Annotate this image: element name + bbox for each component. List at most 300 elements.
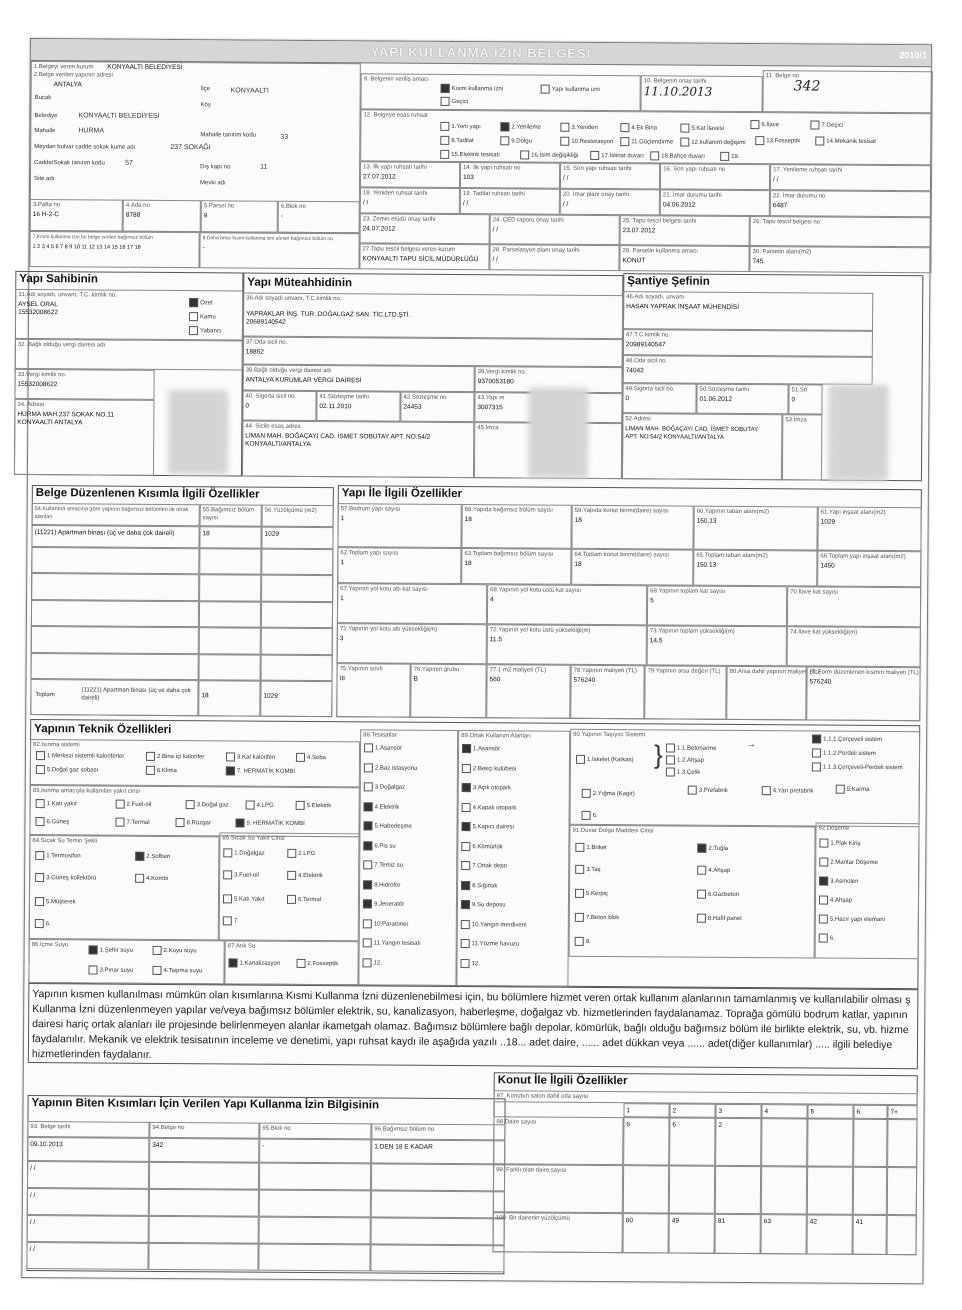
f34-value1: HURMA MAH.237 SOKAK NO.11 bbox=[17, 410, 115, 419]
f47-cell bbox=[623, 329, 873, 357]
f12-opt-18[interactable] bbox=[650, 151, 705, 161]
f88-opt-7-label: 7.Temiz su bbox=[374, 862, 403, 869]
f12-opt-2[interactable] bbox=[500, 122, 541, 132]
f90-opt-9[interactable] bbox=[688, 786, 728, 796]
ilce-value: KONYAALTI bbox=[230, 87, 269, 95]
owner-opt-yabanci-label: Yabancı bbox=[199, 328, 222, 335]
f86-opt-1[interactable] bbox=[89, 945, 133, 955]
f83-opt-3[interactable] bbox=[186, 800, 229, 810]
f62-cell bbox=[337, 547, 461, 584]
f75-cell-value: III bbox=[339, 675, 345, 683]
f83-opt-5[interactable] bbox=[296, 801, 332, 811]
f12-opt-4[interactable] bbox=[620, 123, 657, 133]
f83-opt-6-label: 6.Güneş bbox=[46, 819, 70, 826]
f23-cell-label: 23. Zemin etüdü onay tarihi bbox=[362, 216, 436, 223]
finished-empty-cell bbox=[371, 1163, 505, 1191]
f90-opt-2-label: 1.1.Betonarme bbox=[677, 745, 717, 752]
f69-cell bbox=[647, 585, 787, 626]
f89-opt-7-label: 7.Ortak depo bbox=[472, 863, 507, 870]
partial-row-area-value: 1029 bbox=[264, 530, 280, 538]
f22-cell bbox=[770, 190, 932, 217]
f64-cell bbox=[571, 549, 693, 586]
f92-opt-2-label: 2.Mantar Döşeme bbox=[830, 859, 878, 867]
f89-opt-6[interactable] bbox=[461, 842, 502, 852]
checkbox-icon bbox=[697, 866, 706, 875]
mahalle-label: Mahalle bbox=[34, 128, 56, 135]
checkbox-icon bbox=[364, 763, 373, 772]
checkbox-icon bbox=[35, 897, 44, 906]
housing-col-5 bbox=[807, 1104, 853, 1118]
partial-row-count bbox=[199, 526, 261, 548]
f86-opt-3-label: 3.Pınar suyu bbox=[99, 967, 134, 974]
f88-opt-1[interactable] bbox=[364, 743, 402, 753]
f84-opt-3[interactable] bbox=[35, 873, 96, 884]
f12-opt-11[interactable] bbox=[620, 137, 673, 147]
owner-opt-ozel[interactable] bbox=[189, 298, 212, 308]
checkbox-icon bbox=[363, 880, 372, 889]
f95-header-cell-label: 95.Blok no bbox=[262, 1125, 291, 1132]
f69-cell-value: 5 bbox=[650, 597, 654, 605]
finished-empty-cell bbox=[149, 1189, 259, 1217]
f41-label: 41.Sözleşme tarihi bbox=[319, 394, 369, 401]
f90-opt-3[interactable] bbox=[666, 755, 704, 765]
f79-cell-value bbox=[648, 677, 724, 678]
f90-opt-10[interactable] bbox=[762, 786, 814, 796]
belediye-label: Belediye bbox=[34, 113, 58, 120]
f92-opt-6[interactable] bbox=[819, 934, 835, 944]
f82-opt-1[interactable] bbox=[36, 751, 124, 762]
f67-cell bbox=[337, 583, 487, 624]
f85-opt-2[interactable] bbox=[287, 849, 315, 859]
housing-value-cell bbox=[761, 1166, 807, 1214]
checkbox-icon bbox=[441, 84, 450, 93]
checkbox-icon bbox=[363, 938, 372, 947]
finished-empty-cell bbox=[371, 1217, 505, 1245]
f25-cell-label: 25. Tapu tescil belgesi tarihi bbox=[622, 218, 697, 225]
f89-opt-11[interactable] bbox=[461, 939, 520, 949]
f12-opt-10[interactable] bbox=[560, 137, 613, 147]
f41-cell bbox=[316, 391, 400, 422]
f88-opt-8[interactable] bbox=[363, 880, 400, 890]
dis-kapi-value: 11 bbox=[260, 163, 268, 171]
checkbox-icon bbox=[575, 913, 584, 922]
checkbox-icon bbox=[226, 766, 235, 775]
f16-cell bbox=[660, 163, 770, 190]
f12-opt-1[interactable] bbox=[440, 122, 481, 132]
finished-empty-cell bbox=[259, 1163, 371, 1191]
housing-value-cell-value: 2 bbox=[718, 1121, 723, 1129]
f91-opt-4[interactable] bbox=[697, 866, 730, 876]
f86-opt-1-label: 1.Şehir suyu bbox=[99, 947, 134, 954]
f3-value: 16 H-2-C bbox=[32, 211, 60, 219]
f40-value: 0 bbox=[245, 402, 250, 410]
f12-opt-14[interactable] bbox=[815, 136, 876, 147]
f81-cell-label: 81.Form düzenlenen kısmın maliyeti (TL) bbox=[809, 669, 919, 677]
f62-cell-value: 1 bbox=[340, 559, 344, 567]
contractor-title: Yapı Müteahhidinin bbox=[247, 276, 353, 290]
partial-total-count-cell bbox=[198, 680, 260, 716]
checkbox-icon bbox=[35, 817, 44, 826]
checkbox-icon bbox=[363, 919, 372, 928]
partial-empty-count bbox=[199, 627, 261, 654]
f79-cell-label: 79.Yapının arsa değeri (TL) bbox=[647, 668, 721, 675]
f82-opt-4[interactable] bbox=[296, 753, 326, 763]
f9-opt3[interactable] bbox=[441, 97, 469, 107]
f60-cell-label: 60.Yapının taban alanı(m2) bbox=[696, 508, 770, 516]
f12-opt-7[interactable] bbox=[810, 120, 843, 130]
f12-opt-19[interactable] bbox=[720, 152, 739, 162]
f12-opt-8-label: 8.Tadilat bbox=[451, 138, 474, 145]
f91-opt-3[interactable] bbox=[575, 865, 600, 875]
f12-opt-8[interactable] bbox=[440, 136, 473, 146]
f85-opt-6[interactable] bbox=[287, 895, 321, 905]
f40-cell bbox=[242, 390, 316, 421]
f91-opt-6-label: 6.Gazbeton bbox=[708, 891, 740, 899]
f90-opt-11[interactable] bbox=[836, 785, 870, 795]
f90-opt-11-label: 5.Karma bbox=[846, 786, 870, 793]
f90-opt-2[interactable] bbox=[666, 743, 716, 753]
f12-opt-10-label: 10.Restorasyon bbox=[571, 138, 614, 146]
f12-opt-6[interactable] bbox=[750, 120, 779, 130]
f94-value-cell-value: 342 bbox=[152, 1141, 164, 1149]
f54-cell bbox=[32, 503, 200, 526]
housing-col-3-value: 3 bbox=[718, 1107, 723, 1115]
f91-opt-6[interactable] bbox=[697, 890, 739, 900]
f28-cell-label: 28. Parselasyon planı onay tarihi bbox=[492, 247, 580, 254]
f75-cell bbox=[336, 663, 410, 718]
f63-cell-label: 63.Toplam bağımsız bölüm sayısı bbox=[464, 551, 554, 558]
owner-opt-kamu[interactable] bbox=[189, 312, 216, 322]
checkbox-icon bbox=[461, 900, 470, 909]
f88-opt-4[interactable] bbox=[364, 802, 400, 812]
f85-opt-5-label: 5.Katı Yakıt bbox=[233, 896, 265, 903]
f87-opt-1[interactable] bbox=[229, 958, 281, 968]
f84-opt-2[interactable] bbox=[135, 852, 170, 862]
f12-opt-15-label: 15.Elektrik tesisatı bbox=[451, 152, 500, 159]
f90-opt-5-label: 1.1.1.Çerçeveli sistem bbox=[823, 736, 883, 744]
f83-opt-8[interactable] bbox=[175, 818, 210, 828]
housing-col-4-value: 4 bbox=[764, 1108, 769, 1116]
f12-opt-19-label: 19. bbox=[731, 153, 740, 161]
f91-opt-9[interactable] bbox=[575, 937, 591, 947]
f84-opt-3-label: 3.Güneş kollektörü bbox=[46, 875, 97, 882]
f89-opt-8[interactable] bbox=[461, 881, 497, 891]
f89-opt-2[interactable] bbox=[462, 764, 516, 774]
f8-label: 8.Daha önce kısmi kullanma izni alınan bağımsız bölüm no bbox=[202, 235, 333, 243]
f6-value: - bbox=[280, 212, 283, 220]
housing-value-cell bbox=[887, 1215, 917, 1255]
f7-label: 7.Kısmi kullanma izni bu belge verilen bağımsız bölüm bbox=[32, 234, 153, 241]
checkbox-icon bbox=[441, 97, 450, 106]
f90-opt-1[interactable] bbox=[576, 755, 634, 765]
f85-opt-4[interactable] bbox=[287, 871, 323, 881]
f83-opt-7[interactable] bbox=[115, 818, 149, 828]
f78-cell-value: 576240 bbox=[573, 676, 596, 684]
partial-empty-area bbox=[261, 575, 333, 602]
checkbox-icon bbox=[560, 137, 569, 146]
f90-opt-7[interactable] bbox=[812, 762, 903, 773]
f12-opt-9-label: 9.Dolgu bbox=[511, 138, 532, 145]
f88-opt-11[interactable] bbox=[363, 938, 421, 948]
f72-cell-value: 11.5 bbox=[489, 636, 503, 644]
f84-opt-6[interactable] bbox=[35, 919, 51, 929]
checkbox-icon bbox=[235, 818, 244, 827]
f89-opt-1[interactable] bbox=[462, 744, 500, 754]
checkbox-icon bbox=[364, 743, 373, 752]
f75-cell-label: 75.Yapının sınıfı bbox=[339, 666, 383, 673]
f49-value: 0 bbox=[625, 395, 630, 403]
f39-value: 9370053180 bbox=[477, 378, 514, 386]
f88-opt-2[interactable] bbox=[364, 763, 417, 773]
mahalle-kodu-label: Mahalle tanıtım kodu bbox=[200, 132, 257, 139]
f8-value: - bbox=[202, 244, 205, 252]
f90-opt-4[interactable] bbox=[666, 767, 700, 777]
f12-opt-3-label: 3.Yeniden bbox=[571, 124, 598, 132]
housing-col-6-value: 6 bbox=[856, 1108, 861, 1116]
f43-value: 3007315 bbox=[477, 404, 503, 412]
f96-value-cell bbox=[371, 1139, 505, 1164]
checkbox-icon bbox=[836, 785, 845, 794]
f83-opt-4-label: 4.LPG bbox=[256, 802, 274, 809]
checkbox-icon bbox=[666, 767, 675, 776]
checkbox-icon bbox=[819, 839, 828, 848]
form-code: 2010/1 bbox=[899, 50, 927, 61]
f85-opt-5[interactable] bbox=[223, 894, 265, 904]
f80-cell-value bbox=[730, 678, 804, 679]
checkbox-icon bbox=[461, 959, 470, 968]
f89-opt-4-label: 4.Kapalı otopark bbox=[472, 804, 517, 811]
f84-opt-1[interactable] bbox=[35, 851, 80, 861]
f99-cell-label: 99. Farklı olan daire sayısı bbox=[496, 1167, 567, 1174]
f93-value-cell bbox=[27, 1137, 149, 1162]
checkbox-icon bbox=[223, 870, 232, 879]
f82-opt-6[interactable] bbox=[146, 766, 177, 776]
f82-opt-7[interactable] bbox=[226, 766, 295, 777]
f53-cell bbox=[782, 414, 822, 480]
f12-opt-12[interactable] bbox=[680, 138, 745, 149]
f89-opt-12-label: 12. bbox=[471, 960, 480, 967]
f36-label: 36.Adı soyadı unvanı, T.C.kimlik no. bbox=[246, 295, 342, 303]
f83-opt-6[interactable] bbox=[35, 817, 69, 827]
checkbox-icon bbox=[750, 120, 759, 129]
f90-opt-8[interactable] bbox=[582, 789, 635, 799]
f82-opt-5[interactable] bbox=[36, 765, 98, 776]
f86-opt-3[interactable] bbox=[88, 965, 133, 975]
f12-opt-5[interactable] bbox=[680, 124, 724, 134]
f17-cell bbox=[770, 164, 932, 191]
f85-opt-7[interactable] bbox=[223, 916, 239, 926]
f30-cell bbox=[749, 246, 931, 273]
f90-opt-12[interactable] bbox=[582, 811, 598, 821]
f62-cell-label: 62.Toplam yapı sayısı bbox=[340, 550, 399, 557]
f53-label: 53.İmza bbox=[785, 417, 807, 424]
checkbox-icon bbox=[762, 786, 771, 795]
f85-opt-2-label: 2.LPG bbox=[298, 850, 316, 858]
f76-cell bbox=[410, 664, 486, 719]
f37-cell bbox=[243, 336, 623, 367]
f88-opt-12[interactable] bbox=[363, 958, 382, 968]
f84-opt-1-label: 1.Termosifon bbox=[46, 853, 81, 860]
f61-cell bbox=[817, 507, 921, 552]
checkbox-icon bbox=[287, 895, 296, 904]
f89-opt-9-label: 9.Su deposu bbox=[471, 902, 506, 909]
f82-opt-3[interactable] bbox=[226, 752, 275, 762]
f83-opt-2[interactable] bbox=[116, 800, 152, 810]
f92-opt-1-label: 1.Plak Kiriş bbox=[830, 840, 861, 847]
f85-opt-1[interactable] bbox=[223, 848, 264, 858]
f84-opt-5-label: 5.Müşterek bbox=[45, 899, 76, 906]
checkbox-icon bbox=[819, 896, 828, 905]
f96-value-cell-value: 1.DEN 18 E KADAR bbox=[374, 1143, 433, 1151]
f7-value: 1 2 3 4 5 6 7 8 9 10 11 12 13 14 15 16 17 18 bbox=[32, 244, 141, 251]
owner-opt-yabanci[interactable] bbox=[189, 326, 222, 336]
f71-cell bbox=[337, 623, 487, 664]
f89-opt-5[interactable] bbox=[461, 822, 513, 832]
f88-opt-5[interactable] bbox=[363, 821, 411, 831]
checkbox-icon bbox=[364, 782, 373, 791]
f10-cell bbox=[641, 75, 763, 112]
f91-opt-3-label: 3.Taş bbox=[586, 866, 601, 874]
f51-cell bbox=[788, 384, 822, 414]
f83-opt-1-label: 1.Katı yakıt bbox=[46, 801, 77, 808]
f90-opt-5[interactable] bbox=[812, 734, 882, 745]
f92-opt-5[interactable] bbox=[819, 915, 885, 926]
f88-opt-3[interactable] bbox=[364, 782, 405, 792]
f83-opt-4[interactable] bbox=[246, 801, 274, 811]
f9-opt2[interactable] bbox=[541, 85, 600, 95]
f36-value2: 20689140542 bbox=[245, 318, 286, 326]
f12-opt-13[interactable] bbox=[755, 136, 800, 146]
f58-cell-value: 18 bbox=[464, 516, 472, 524]
f66-cell-label: 66.Toplam yapı inşaat alanı(m2) bbox=[820, 553, 906, 561]
f83-opt-1[interactable] bbox=[36, 799, 77, 809]
f9-label: 9. Belgenin veriliş amacı bbox=[363, 76, 429, 83]
f92-opt-1[interactable] bbox=[819, 839, 860, 849]
checkbox-icon bbox=[680, 138, 689, 147]
f84-opt-4[interactable] bbox=[135, 874, 168, 884]
f51-label: 51.Sö bbox=[791, 387, 808, 394]
f67-cell-value: 1 bbox=[340, 595, 344, 603]
f86-opt-2[interactable] bbox=[153, 946, 197, 956]
koy-label: Köy bbox=[200, 102, 211, 109]
f91-opt-1[interactable] bbox=[575, 843, 606, 853]
f38-cell bbox=[243, 364, 475, 392]
f12-opt-9[interactable] bbox=[500, 136, 532, 146]
f89-opt-4[interactable] bbox=[462, 803, 517, 813]
f12-opt-17[interactable] bbox=[590, 151, 644, 161]
f89-opt-9[interactable] bbox=[461, 900, 506, 910]
f57-cell bbox=[337, 503, 461, 548]
f89-opt-10[interactable] bbox=[461, 920, 527, 931]
mevki-label: Mevki adı bbox=[199, 180, 226, 187]
f89-opt-12[interactable] bbox=[461, 959, 480, 969]
f9-opt1[interactable] bbox=[441, 84, 503, 95]
f12-opt-4-label: 4.Ek Bina bbox=[631, 125, 658, 132]
f90-cell-label: 90.Yapının Taşıyıcı Sistemi bbox=[573, 731, 645, 739]
f83-opt-2-label: 2.Fuel-oil bbox=[126, 801, 152, 808]
f92-opt-4[interactable] bbox=[819, 896, 852, 906]
f19-cell-label: 19. Tadilat ruhsatı tarihi bbox=[462, 191, 525, 198]
f12-opt-15[interactable] bbox=[440, 150, 500, 160]
checkbox-icon bbox=[287, 849, 296, 858]
housing-value-cell bbox=[807, 1118, 853, 1166]
checkbox-icon bbox=[440, 150, 449, 159]
f88-opt-9[interactable] bbox=[363, 899, 404, 909]
f74-cell-value bbox=[790, 638, 918, 639]
f12-opt-5-label: 5.Kat İlavesi bbox=[691, 125, 725, 132]
housing-value-cell-value: 49 bbox=[671, 1217, 680, 1225]
f37-value: 18852 bbox=[245, 348, 264, 356]
checkbox-icon bbox=[440, 122, 449, 131]
f88-opt-6[interactable] bbox=[363, 841, 395, 851]
f90-opt-7-label: 1.1.3.Çerçeveli-Perdeli sistem bbox=[822, 764, 903, 772]
f89-opt-3[interactable] bbox=[462, 783, 511, 793]
housing-title: Konut İle İlgili Özellikler bbox=[497, 1074, 628, 1088]
checkbox-icon bbox=[650, 151, 659, 160]
f91-opt-2[interactable] bbox=[697, 844, 728, 854]
f42-value: 24453 bbox=[403, 403, 422, 411]
checkbox-icon bbox=[462, 744, 471, 753]
f84-opt-2-label: 2.Şofben bbox=[146, 853, 171, 861]
f18-cell-label: 18. Yeniden ruhsat tarihi bbox=[362, 190, 428, 197]
finished-title: Yapının Biten Kısımları İçin Verilen Yapı Kullanma İzin Bilgisinin bbox=[31, 1097, 380, 1112]
f88-opt-7[interactable] bbox=[363, 860, 403, 870]
f88-opt-10[interactable] bbox=[363, 919, 409, 929]
f60-cell bbox=[693, 506, 817, 551]
form-title: YAPI KULLANMA İZİN BELGESİ bbox=[370, 44, 592, 61]
f92-opt-3[interactable] bbox=[819, 877, 858, 887]
f91-opt-2-label: 2.Tuğla bbox=[708, 845, 729, 852]
f46-value: HASAN YAPRAK İNŞAAT MÜHENDİSİ bbox=[626, 303, 740, 311]
f86-opt-4[interactable] bbox=[152, 966, 202, 976]
f85-opt-1-label: 1.Doğalgaz bbox=[234, 850, 265, 857]
checkbox-icon bbox=[500, 136, 509, 145]
f68-cell-value: 4 bbox=[490, 596, 494, 604]
f33-cell bbox=[14, 369, 154, 400]
f12-opt-3[interactable] bbox=[560, 123, 598, 133]
f90-opt-1-label: 1.İskelet (Karkas) bbox=[586, 756, 634, 764]
f16-cell-label: 16. Son yapı ruhsatı no bbox=[663, 166, 726, 173]
f46-cell bbox=[623, 291, 873, 331]
f37-label: 37.Oda sicil no. bbox=[245, 339, 288, 346]
f89-opt-7[interactable] bbox=[461, 861, 507, 871]
f12-opt-17-label: 17.İstinat duvarı bbox=[601, 153, 644, 160]
f97-cell-label: 97. Konutun salon dahil oda sayısı bbox=[496, 1093, 589, 1100]
f84-opt-5[interactable] bbox=[35, 897, 76, 907]
f85-opt-3[interactable] bbox=[223, 870, 259, 880]
f12-opt-16[interactable] bbox=[520, 150, 578, 160]
f28-cell bbox=[489, 244, 619, 271]
f91-opt-7[interactable] bbox=[575, 913, 619, 923]
f83-opt-9[interactable] bbox=[235, 818, 304, 829]
site-label: Site adı bbox=[33, 176, 55, 183]
f95-header-cell bbox=[259, 1123, 371, 1140]
f91-opt-5[interactable] bbox=[575, 889, 608, 899]
checkbox-icon bbox=[153, 946, 162, 955]
f92-opt-2[interactable] bbox=[819, 858, 878, 868]
f91-opt-8[interactable] bbox=[697, 914, 742, 924]
f90-opt-6[interactable] bbox=[812, 748, 876, 759]
notice-line5: hizmetlerinden faydalanır. bbox=[31, 1048, 152, 1061]
f21-cell-label: 21. İmar durumu tarihi bbox=[662, 192, 722, 199]
checkbox-icon bbox=[582, 811, 591, 820]
f87-opt-2[interactable] bbox=[297, 959, 339, 969]
f60-cell-value: 150.13 bbox=[696, 517, 717, 525]
f29-cell-value: KONUT bbox=[622, 257, 646, 265]
f82-opt-2[interactable] bbox=[146, 752, 204, 762]
checkbox-icon bbox=[755, 136, 764, 145]
partial-empty-area bbox=[261, 601, 333, 628]
